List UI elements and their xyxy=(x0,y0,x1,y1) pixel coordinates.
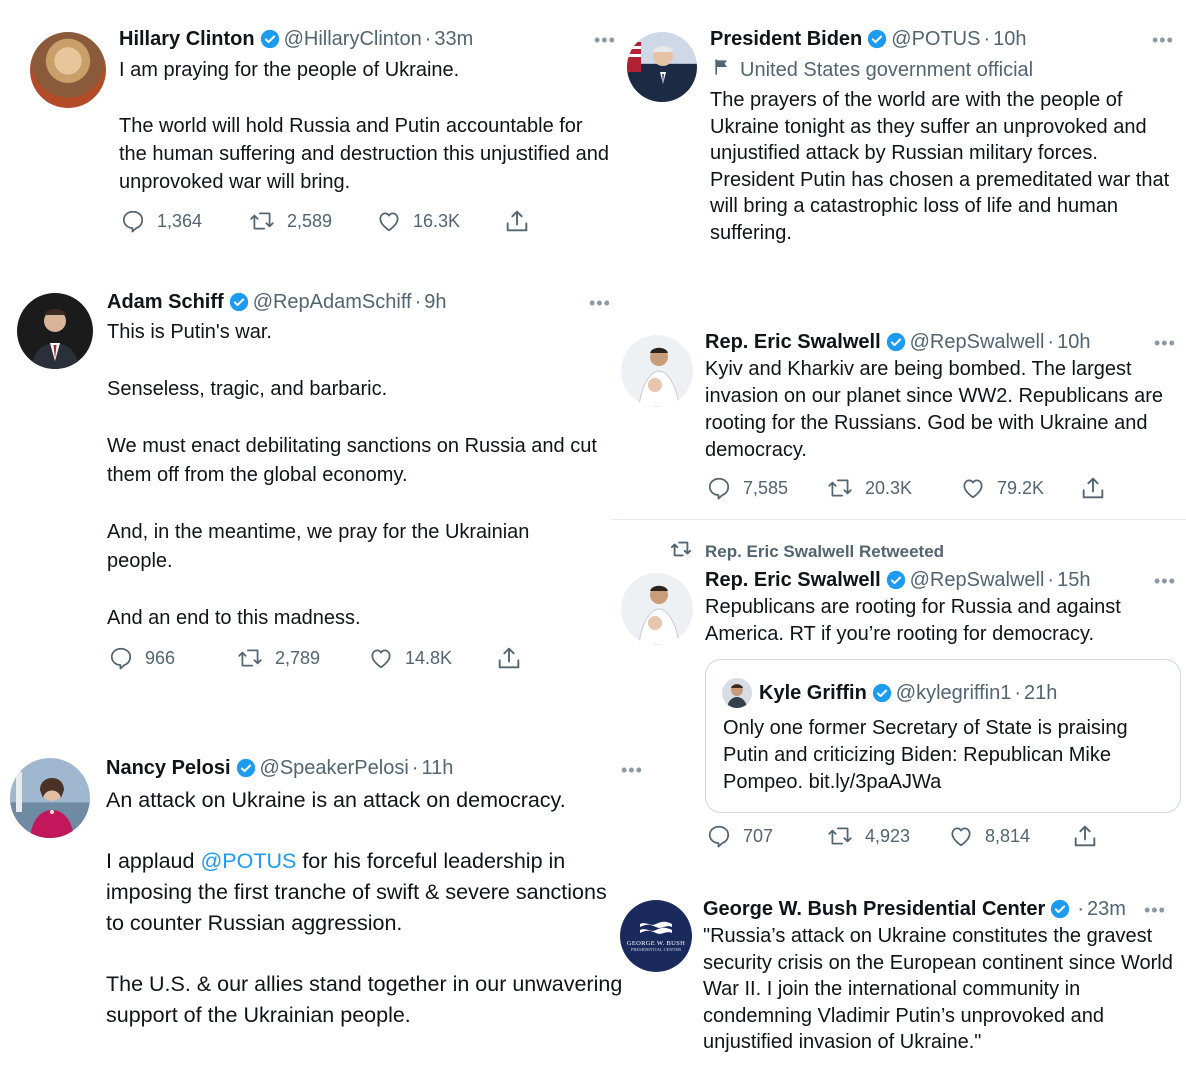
reply-button[interactable] xyxy=(705,823,825,849)
author-name[interactable]: Hillary Clinton xyxy=(119,28,255,50)
separator-dot: · xyxy=(424,28,432,50)
like-count: 8,814 xyxy=(985,825,1031,846)
avatar-clinton[interactable] xyxy=(30,32,106,108)
avatar-swalwell[interactable] xyxy=(621,335,693,407)
separator-dot: · xyxy=(1077,898,1084,920)
verified-badge-icon xyxy=(260,29,280,49)
share-button[interactable] xyxy=(1079,474,1107,502)
like-count: 16.3K xyxy=(413,210,461,231)
tweet-text: Senseless, tragic, and barbaric. xyxy=(107,378,388,400)
tweet-text: The prayers of the world are with the people of Ukraine tonight as they suffer an unprovoked and unjustified attack by Russian military forces. President Putin has chosen a premeditated war that will bring a catastrophic loss of life and human suffering. xyxy=(710,89,1170,244)
author-name[interactable]: Rep. Eric Swalwell xyxy=(705,569,881,591)
logo-text: GEORGE W. BUSH xyxy=(626,940,686,947)
tweet-text: And an end to this madness. xyxy=(107,607,361,629)
like-button[interactable] xyxy=(947,823,1071,849)
separator-dot: · xyxy=(411,757,419,779)
tweet-time[interactable]: 10h xyxy=(1057,331,1091,353)
tweet-text-part: for his forceful leadership in imposing the first tranche of swift & severe sanctions to counter Russian aggression. xyxy=(106,849,607,935)
share-icon xyxy=(503,207,531,235)
logo-subtext: PRESIDENTIAL CENTER xyxy=(630,947,682,952)
tweet-text: We must enact debilitating sanctions on Russia and cut them off from the global economy. xyxy=(107,435,597,486)
verified-badge-icon xyxy=(872,683,892,703)
more-options-icon[interactable]: ••• xyxy=(1154,571,1176,591)
reply-button[interactable] xyxy=(119,208,247,234)
retweet-count: 2,589 xyxy=(287,210,333,231)
flag-logo-icon xyxy=(636,920,676,940)
tweet-text: Kyiv and Kharkiv are being bombed. The largest invasion on our planet since WW2. Republicans are rooting for the Russians. God be with Ukraine and democracy. xyxy=(705,358,1164,461)
author-handle[interactable]: @SpeakerPelosi xyxy=(259,757,409,779)
separator-dot: · xyxy=(983,28,991,50)
like-count: 79.2K xyxy=(997,477,1045,498)
share-button[interactable] xyxy=(503,207,531,235)
reply-icon xyxy=(705,823,733,849)
like-button[interactable] xyxy=(375,208,503,234)
author-handle[interactable]: @HillaryClinton xyxy=(283,28,422,50)
avatar-biden[interactable] xyxy=(627,32,697,102)
retweet-button[interactable] xyxy=(825,475,959,501)
tweet-text-part: I applaud xyxy=(106,849,201,873)
tweet-time[interactable]: 23m xyxy=(1086,898,1126,920)
separator-dot: · xyxy=(1014,682,1022,704)
government-label xyxy=(712,57,1033,83)
verified-badge-icon xyxy=(886,332,906,352)
more-options-icon[interactable]: ••• xyxy=(589,293,611,313)
tweet-time[interactable]: 11h xyxy=(421,757,454,779)
share-button[interactable] xyxy=(1071,822,1099,850)
heart-icon xyxy=(959,475,987,501)
quoted-tweet[interactable] xyxy=(705,659,1181,813)
verified-badge-icon xyxy=(867,29,887,49)
author-handle[interactable]: @POTUS xyxy=(891,28,981,50)
like-button[interactable] xyxy=(959,475,1079,501)
like-button[interactable] xyxy=(367,645,495,671)
avatar-kyle-griffin[interactable] xyxy=(722,678,752,708)
retweeted-label-text[interactable]: Rep. Eric Swalwell Retweeted xyxy=(705,541,945,561)
retweet-button[interactable] xyxy=(235,645,367,671)
retweet-icon xyxy=(825,475,855,501)
reply-icon xyxy=(107,645,135,671)
avatar-bush-center[interactable] xyxy=(620,900,692,972)
retweet-icon xyxy=(667,538,695,565)
reply-count: 966 xyxy=(145,647,176,668)
author-handle[interactable]: @RepSwalwell xyxy=(909,569,1045,591)
tweet-text: This is Putin's war. xyxy=(107,321,272,343)
tweet-text: Republicans are rooting for Russia and against America. RT if you’re rooting for democracy. xyxy=(705,596,1121,645)
flag-icon xyxy=(712,57,732,83)
more-options-icon[interactable]: ••• xyxy=(1154,333,1176,353)
like-count: 14.8K xyxy=(405,647,453,668)
retweet-button[interactable] xyxy=(247,208,375,234)
retweet-icon xyxy=(235,645,265,671)
tweet-divider xyxy=(610,519,1186,520)
heart-icon xyxy=(367,645,395,671)
mention-link[interactable]: @POTUS xyxy=(200,849,297,873)
quote-text: Only one former Secretary of State is praising Putin and criticizing Biden: Republican Mike Pompeo. bit.ly/3paAJWa xyxy=(723,717,1128,793)
author-handle[interactable]: @RepAdamSchiff xyxy=(252,291,412,313)
author-name[interactable]: George W. Bush Presidential Center xyxy=(703,898,1046,920)
retweet-count: 4,923 xyxy=(865,825,911,846)
separator-dot: · xyxy=(1047,569,1055,591)
avatar-schiff[interactable] xyxy=(17,293,93,369)
tweet-time[interactable]: 9h xyxy=(424,291,447,313)
retweet-count: 2,789 xyxy=(275,647,321,668)
tweet-text xyxy=(106,846,626,939)
more-options-icon[interactable]: ••• xyxy=(1152,30,1174,50)
quote-author-name[interactable]: Kyle Griffin xyxy=(759,682,867,704)
tweet-text: I am praying for the people of Ukraine. xyxy=(119,59,460,81)
separator-dot: · xyxy=(1047,331,1055,353)
verified-badge-icon xyxy=(229,292,249,312)
reply-icon xyxy=(705,475,733,501)
share-icon xyxy=(1079,474,1107,502)
tweet-text: The U.S. & our allies stand together in our unwavering support of the Ukrainian people. xyxy=(106,972,623,1027)
reply-button[interactable] xyxy=(705,475,825,501)
heart-icon xyxy=(375,208,403,234)
more-options-icon[interactable]: ••• xyxy=(1144,900,1166,920)
tweet-text: "Russia’s attack on Ukraine constitutes the gravest security crisis on the European continent since World War II. I join the international community in condemning Vladimir Putin’s unprovoked and unjustified invasion of Ukraine." xyxy=(703,925,1173,1053)
tweet-time[interactable]: 10h xyxy=(993,28,1027,50)
separator-dot: · xyxy=(414,291,422,313)
avatar-swalwell[interactable] xyxy=(621,573,693,645)
reply-count: 7,585 xyxy=(743,477,789,498)
reply-button[interactable] xyxy=(107,645,235,671)
reply-count: 707 xyxy=(743,825,774,846)
heart-icon xyxy=(947,823,975,849)
verified-badge-icon xyxy=(886,570,906,590)
verified-badge-icon xyxy=(236,758,256,778)
share-icon xyxy=(495,644,523,672)
verified-badge-icon xyxy=(1050,899,1070,919)
share-icon xyxy=(1071,822,1099,850)
retweet-count: 20.3K xyxy=(865,477,913,498)
retweeted-label xyxy=(667,538,944,565)
author-name[interactable]: Rep. Eric Swalwell xyxy=(705,331,881,353)
government-label-text: United States government official xyxy=(740,58,1034,81)
author-handle[interactable]: @RepSwalwell xyxy=(909,331,1045,353)
reply-icon xyxy=(119,208,147,234)
avatar-pelosi[interactable] xyxy=(10,758,90,838)
more-options-icon[interactable]: ••• xyxy=(621,760,643,780)
retweet-icon xyxy=(825,823,855,849)
quote-tweet-time[interactable]: 21h xyxy=(1024,682,1058,704)
quote-author-handle[interactable]: @kylegriffin1 xyxy=(895,682,1012,704)
tweet-text: An attack on Ukraine is an attack on democracy. xyxy=(106,788,566,812)
author-name[interactable]: Adam Schiff xyxy=(107,291,224,313)
author-name[interactable]: Nancy Pelosi xyxy=(106,757,231,779)
tweet-text: And, in the meantime, we pray for the Ukrainian people. xyxy=(107,521,530,572)
tweet-time[interactable]: 33m xyxy=(434,28,474,50)
reply-count: 1,364 xyxy=(157,210,203,231)
share-button[interactable] xyxy=(495,644,523,672)
author-name[interactable]: President Biden xyxy=(710,28,863,50)
retweet-icon xyxy=(247,208,277,234)
tweet-text: The world will hold Russia and Putin accountable for the human suffering and destruction this unjustified and unprovoked war will bring. xyxy=(119,115,609,193)
more-options-icon[interactable]: ••• xyxy=(594,30,616,50)
retweet-button[interactable] xyxy=(825,823,947,849)
tweet-time[interactable]: 15h xyxy=(1057,569,1091,591)
